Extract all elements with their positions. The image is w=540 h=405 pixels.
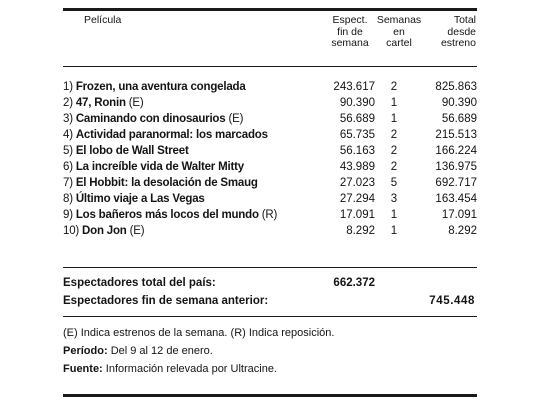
movie-title: 47, Ronin [75, 97, 126, 109]
summary-prev-row [63, 293, 477, 309]
table-row [63, 159, 477, 175]
header-weekend-line3: semana [331, 37, 369, 49]
box-office-table [63, 79, 477, 239]
weeks-showing: 3 [390, 193, 398, 205]
weekend-spectators: 56.689 [339, 113, 375, 125]
weekend-spectators: 243.617 [333, 81, 375, 93]
header-total-line3: estreno [440, 37, 476, 49]
movie-title: Don Jon [82, 225, 127, 237]
bottom-rule [63, 394, 477, 397]
total-since-release: 136.975 [435, 161, 477, 173]
footer-source-label: Fuente: [63, 363, 103, 375]
movie-cell [63, 79, 325, 95]
movie-title: La increíble vida de Walter Mitty [75, 161, 244, 173]
header-weeks-line1: Semanas [376, 14, 422, 26]
movie-tag: (R) [261, 209, 278, 221]
total-since-release: 825.863 [435, 81, 477, 93]
footer-source-value: Información relevada por Ultracine. [105, 363, 277, 375]
header-weeks-line2: en [393, 25, 405, 38]
movie-title: Último viaje a Las Vegas [75, 193, 205, 205]
movie-rank: 2) [63, 97, 73, 109]
table-row [63, 127, 477, 143]
header-total-line1: Total [453, 14, 476, 26]
total-since-release: 163.454 [435, 193, 477, 205]
weeks-showing: 1 [390, 225, 398, 237]
movie-rank: 1) [63, 81, 73, 93]
weekend-spectators: 56.163 [339, 145, 375, 157]
footer-period-value: Del 9 al 12 de enero. [110, 345, 213, 357]
weeks-showing: 2 [390, 81, 398, 93]
summary-total-value: 662.372 [333, 277, 375, 289]
weeks-showing: 1 [390, 97, 398, 109]
movie-title: El lobo de Wall Street [75, 145, 189, 157]
header-total-line2: desde [447, 25, 476, 38]
table-row [63, 175, 477, 191]
movie-title: El Hobbit: la desolación de Smaug [75, 177, 258, 189]
footer-source [63, 362, 277, 376]
top-rule [63, 8, 477, 11]
movie-cell [63, 95, 325, 111]
table-row [63, 95, 477, 111]
movie-cell [63, 111, 325, 127]
movie-rank: 5) [63, 145, 73, 157]
footer-period-label: Período: [63, 345, 108, 357]
table-row [63, 223, 477, 239]
summary-rule [63, 316, 477, 317]
header-rule [63, 66, 477, 67]
movie-rank: 7) [63, 177, 73, 189]
movie-cell [63, 159, 325, 175]
movie-rank: 3) [63, 113, 73, 125]
weeks-showing: 1 [390, 113, 398, 125]
weekend-spectators: 65.735 [339, 129, 375, 141]
weekend-spectators: 90.390 [339, 97, 375, 109]
table-row [63, 111, 477, 127]
movie-title: Frozen, una aventura congelada [75, 81, 246, 93]
movie-rank: 9) [63, 209, 73, 221]
weekend-spectators: 17.091 [339, 209, 375, 221]
table-row [63, 143, 477, 159]
movie-cell [63, 175, 325, 191]
total-since-release: 17.091 [441, 209, 477, 221]
movie-rank: 8) [63, 193, 73, 205]
weeks-showing: 5 [390, 177, 398, 189]
summary-total-label: Espectadores total del país: [63, 277, 216, 289]
total-since-release: 166.224 [435, 145, 477, 157]
movie-tag: (E) [228, 113, 244, 125]
total-since-release: 692.717 [435, 177, 477, 189]
summary-prev-value: 745.448 [429, 295, 475, 307]
header-weekend-line2: fin de [337, 25, 363, 38]
header-movie: Película [84, 14, 122, 26]
movie-cell [63, 191, 325, 207]
weekend-spectators: 27.023 [339, 177, 375, 189]
movie-cell [63, 143, 325, 159]
movie-title: Actividad paranormal: los marcados [75, 129, 268, 141]
weekend-spectators: 27.294 [339, 193, 375, 205]
weeks-showing: 1 [390, 209, 398, 221]
movie-rank: 4) [63, 129, 73, 141]
table-row [63, 79, 477, 95]
movie-rank: 10) [63, 225, 80, 237]
weeks-showing: 2 [390, 129, 398, 141]
table-row [63, 207, 477, 223]
total-since-release: 215.513 [435, 129, 477, 141]
movie-tag: (E) [128, 97, 144, 109]
weeks-showing: 2 [390, 145, 398, 157]
movie-cell [63, 207, 325, 223]
movie-tag: (E) [129, 225, 145, 237]
header-weeks-line3: cartel [386, 37, 412, 49]
box-office-rows [63, 79, 477, 239]
table-bottom-rule [63, 267, 477, 268]
total-since-release: 56.689 [441, 113, 477, 125]
footer-legend: (E) Indica estrenos de la semana. (R) Indica reposición. [63, 327, 335, 339]
summary-total-row [63, 275, 477, 291]
weeks-showing: 2 [390, 161, 398, 173]
header-weekend-line1: Espect. [332, 14, 368, 26]
total-since-release: 8.292 [448, 225, 477, 237]
movie-cell [63, 127, 325, 143]
weekend-spectators: 8.292 [346, 225, 375, 237]
total-since-release: 90.390 [441, 97, 477, 109]
movie-title: Caminando con dinosaurios [75, 113, 226, 125]
table-row [63, 191, 477, 207]
weekend-spectators: 43.989 [339, 161, 375, 173]
footer-period [63, 344, 213, 358]
movie-title: Los bañeros más locos del mundo [75, 209, 259, 221]
summary-prev-label: Espectadores fin de semana anterior: [63, 295, 269, 307]
movie-rank: 6) [63, 161, 73, 173]
movie-cell [63, 223, 325, 239]
header-total [418, 15, 476, 50]
